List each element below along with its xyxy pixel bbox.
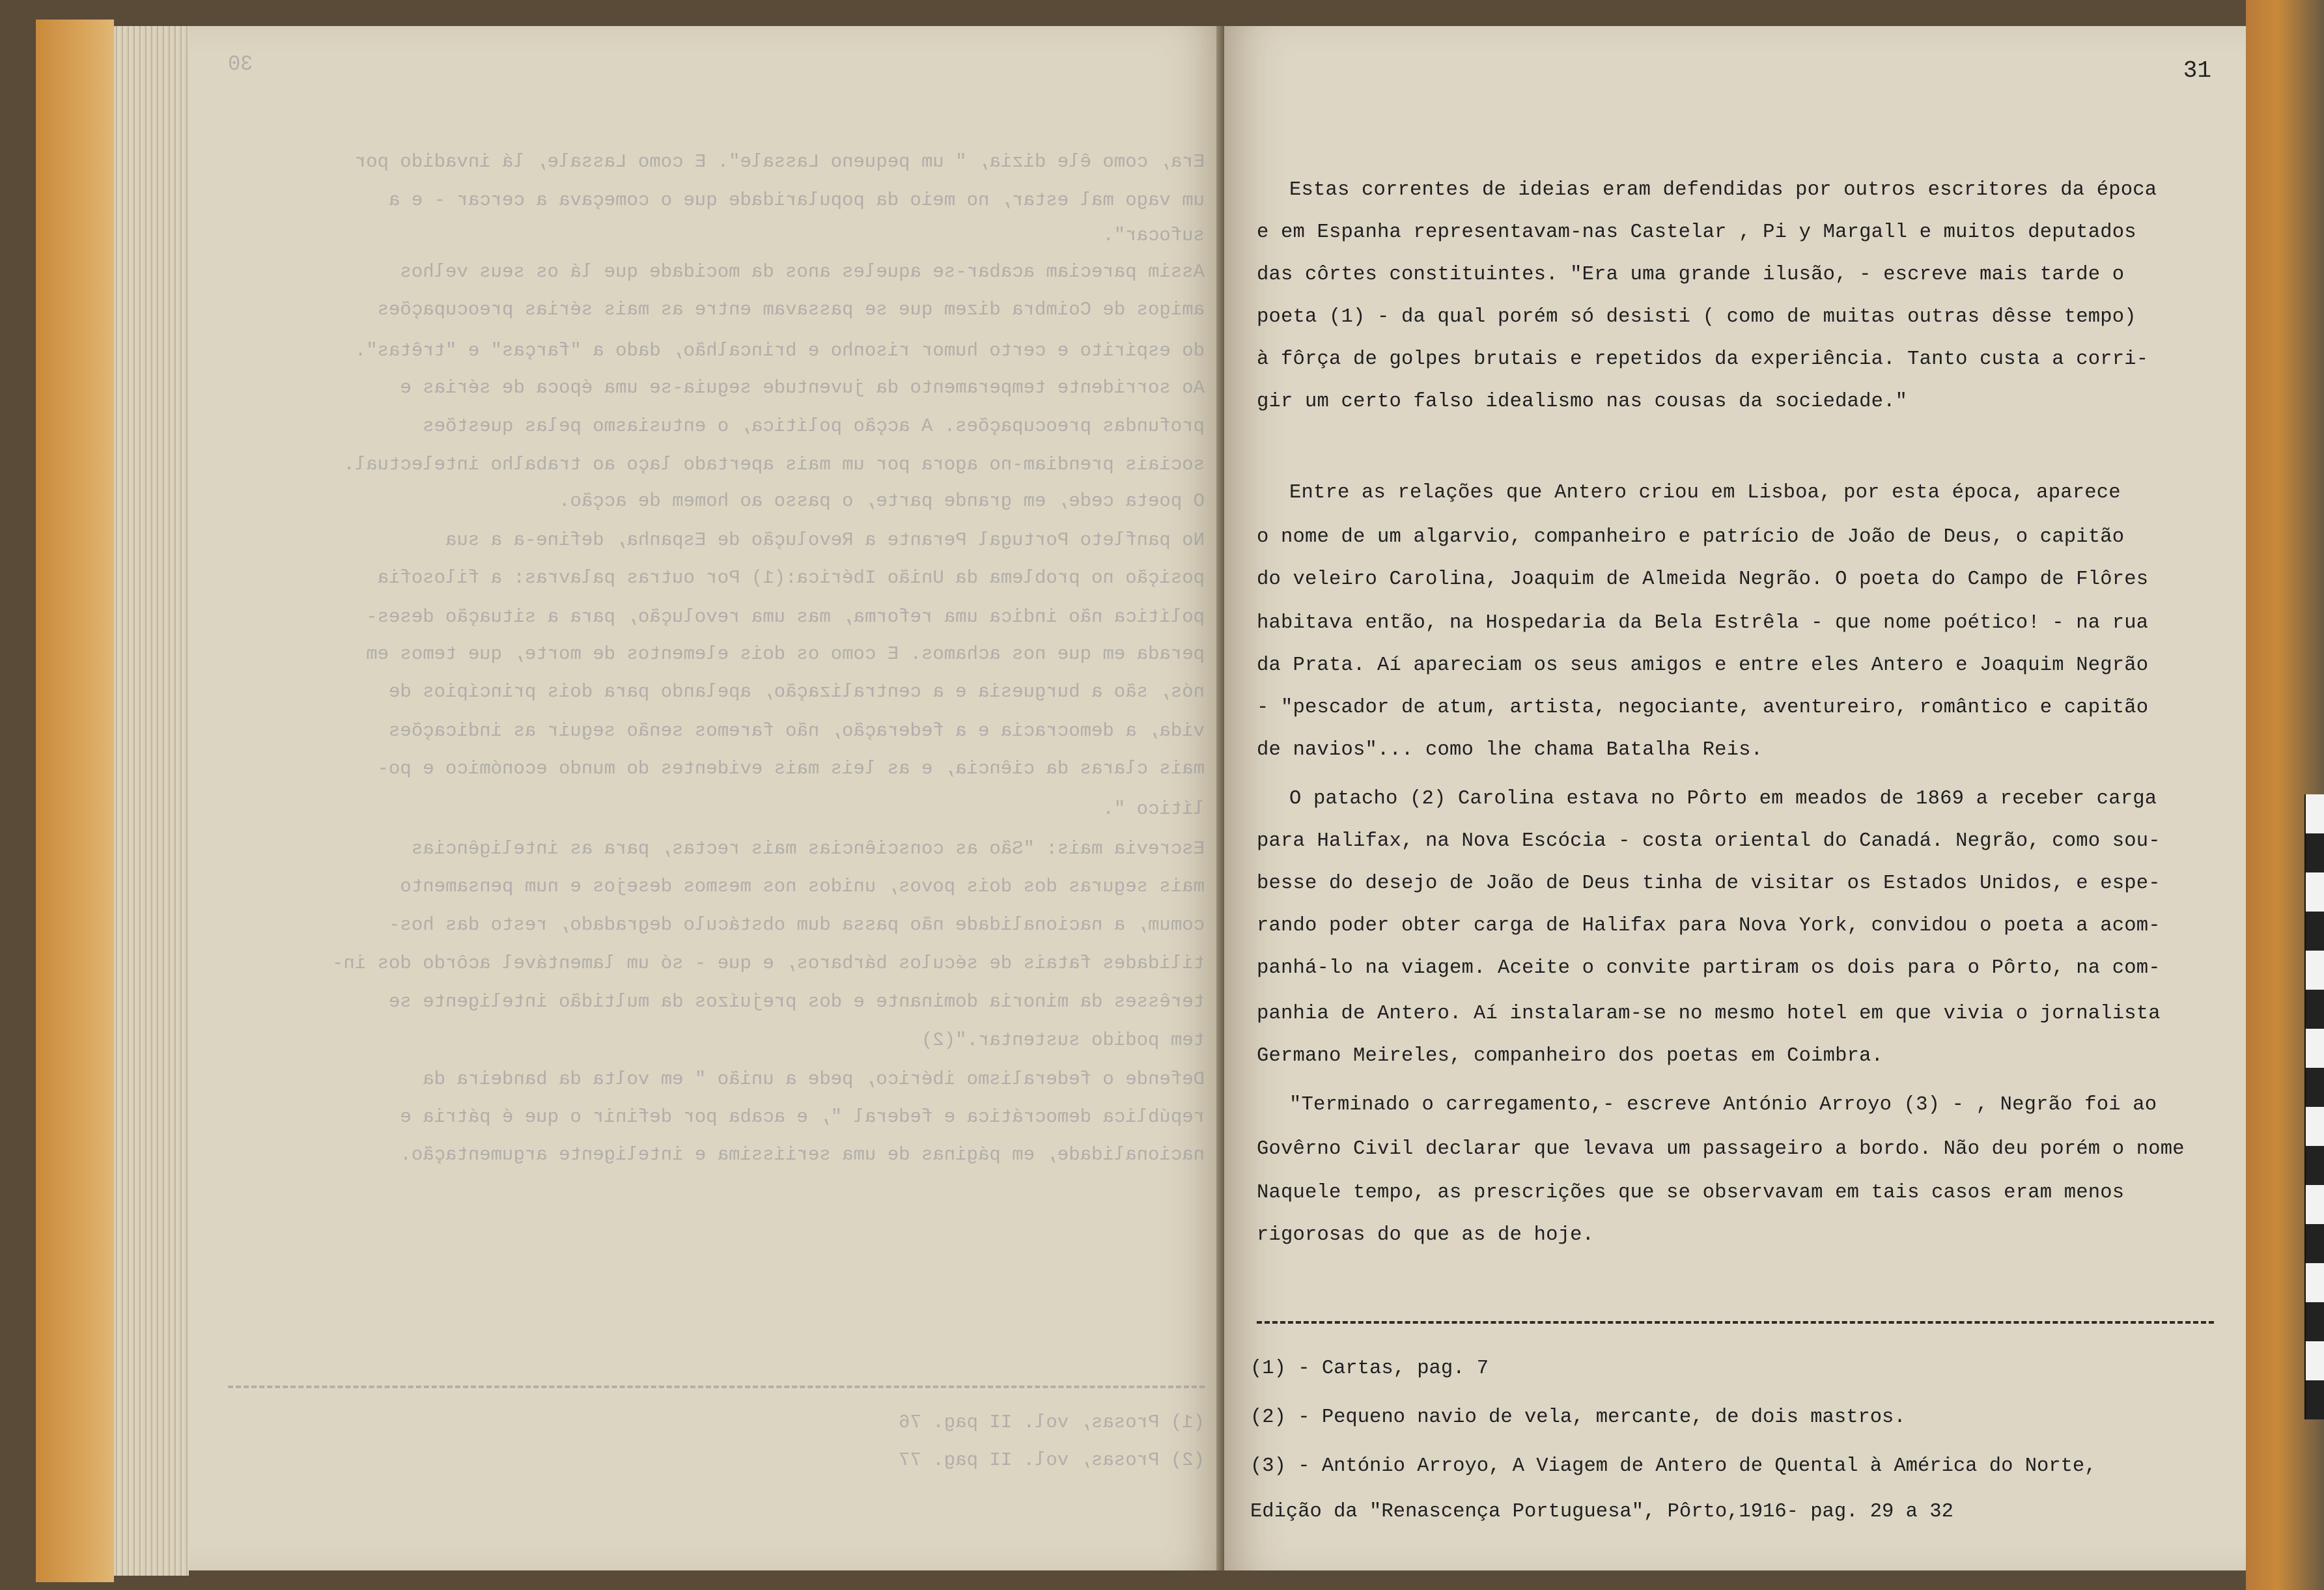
scale-ruler — [2304, 794, 2324, 1419]
bleed-line: sufocar". — [1102, 225, 1205, 246]
bleed-line: tilidades fatais de séculos bárbaros, e que - só um lamentável acôrdo dos in- — [331, 953, 1205, 974]
text-line: habitava então, na Hospedaria da Bela Estrêla - que nome poético! - na rua — [1257, 612, 2149, 634]
bleed-line: república democrática e federal ", e acaba por definir o que é pátria e — [400, 1106, 1205, 1128]
bleed-line: nacionalidade, em páginas de uma seriíssima e inteligente argumentação. — [400, 1144, 1205, 1165]
text-line: e em Espanha representavam-nas Castelar , Pi y Margall e muitos deputados — [1257, 221, 2136, 244]
bleed-footnote: (2) Prosas, vol. II pag. 77 — [899, 1449, 1205, 1471]
text-line: do veleiro Carolina, Joaquim de Almeida Negrão. O poeta do Campo de Flôres — [1257, 568, 2149, 591]
footnote-line: (2) - Pequeno navio de vela, mercante, de dois mastros. — [1250, 1406, 1906, 1429]
book-cover-left — [36, 20, 114, 1582]
footnote-separator — [1257, 1321, 2214, 1324]
text-line: gir um certo falso idealismo nas cousas da sociedade." — [1257, 391, 1908, 413]
text-line: poeta (1) - da qual porém só desisti ( como de muitas outras dêsse tempo) — [1257, 306, 2136, 328]
page-edges — [114, 26, 189, 1576]
footnote-line: (3) - António Arroyo, A Viagem de Antero de Quental à América do Norte, — [1250, 1455, 2097, 1477]
bleed-line: mais claras da ciência, e as leis mais evidentes do mundo económico e po- — [377, 758, 1205, 779]
text-line: panhá-lo na viagem. Aceite o convite partiram os dois para o Pôrto, na com- — [1257, 957, 2161, 979]
text-line: O patacho (2) Carolina estava no Pôrto em meados de 1869 a receber carga — [1289, 788, 2157, 810]
bleed-line: nós, são a burguesia e a centralização, apelando para dois princípios de — [388, 681, 1205, 703]
right-page-number: 31 — [2183, 57, 2211, 84]
bleed-line: Era, como êle dizia, " um pequeno Lassale". E como Lassale, lá invadido por — [354, 151, 1205, 173]
text-line: Entre as relações que Antero criou em Lisboa, por esta época, aparece — [1289, 482, 2121, 504]
text-line: o nome de um algarvio, companheiro e patrício de João de Deus, o capitão — [1257, 526, 2125, 548]
bleed-line: mais seguras dos dois povos, unidos nos mesmos desejos e num pensamento — [400, 876, 1205, 897]
bleed-line: Assim pareciam acabar-se aqueles anos da mocidade que lá os seus velhos — [400, 261, 1205, 283]
bleed-line: O poeta cede, em grande parte, o passo ao homem de acção. — [559, 490, 1205, 512]
text-line: das côrtes constituintes. "Era uma grande ilusão, - escreve mais tarde o — [1257, 264, 2125, 286]
footnote-line: Edição da "Renascença Portuguesa", Pôrto,1916- pag. 29 a 32 — [1250, 1501, 1953, 1523]
text-line: rigorosas do que as de hoje. — [1257, 1224, 1595, 1246]
bleed-through-text — [189, 26, 1224, 1570]
bleed-line: Ao sorridente temperamento da juventude seguia-se uma época de sérias e — [400, 377, 1205, 398]
text-line: besse do desejo de João de Deus tinha de visitar os Estados Unidos, e espe- — [1257, 872, 2161, 895]
bleed-line: posição no problema da União Ibérica:(1) Por outras palavras: a filosofia — [377, 567, 1205, 589]
bleed-line: lítico ". — [1102, 798, 1205, 820]
text-line: para Halifax, na Nova Escócia - costa oriental do Canadá. Negrão, como sou- — [1257, 830, 2161, 852]
footnote-line: (1) - Cartas, pag. 7 — [1250, 1358, 1489, 1380]
bleed-line: um vago mal estar, no meio da popularidade que o começava a cercar - e a — [388, 189, 1205, 211]
text-line: Naquele tempo, as prescrições que se observavam em tais casos eram menos — [1257, 1182, 2125, 1204]
bleed-line: política não indica uma reforma, mas uma revolução, para a situação deses- — [366, 606, 1205, 628]
left-page — [189, 26, 1224, 1570]
text-line: da Prata. Aí apareciam os seus amigos e entre eles Antero e Joaquim Negrão — [1257, 654, 2149, 676]
bleed-line: do espírito e certo humor risonho e brincalhão, dado a "farças" e "trêtas". — [354, 340, 1205, 361]
bleed-line: Escrevia mais: "São as consciências mais rectas, para as inteligências — [411, 838, 1205, 859]
bleed-line: perada em que nos achamos. E como os dois elementos de morte, que temos em — [366, 643, 1205, 665]
right-page — [1224, 26, 2260, 1570]
text-line: rando poder obter carga de Halifax para Nova York, convidou o poeta a acom- — [1257, 915, 2161, 937]
text-line: Germano Meireles, companheiro dos poetas em Coimbra. — [1257, 1045, 1884, 1067]
bleed-line: vida, a democracia e a federação, não faremos senão seguir as indicações — [388, 720, 1205, 742]
left-page-number: 30 — [228, 52, 253, 76]
left-footnote-rule — [228, 1386, 1205, 1388]
text-line: "Terminado o carregamento,- escreve António Arroyo (3) - , Negrão foi ao — [1289, 1094, 2157, 1116]
text-line: - "pescador de atum, artista, negociante, aventureiro, romântico e capitão — [1257, 697, 2149, 719]
text-line: de navios"... como lhe chama Batalha Reis. — [1257, 739, 1763, 761]
bleed-line: comum, a nacionalidade não passa dum obstáculo degradado, resto das hos- — [388, 914, 1205, 936]
text-line: Estas correntes de ideias eram defendidas por outros escritores da época — [1289, 179, 2157, 201]
bleed-line: terêsses da minoria dominante e dos prejuízos da multidão inteligente se — [388, 991, 1205, 1012]
text-line: à fôrça de golpes brutais e repetidos da experiência. Tanto custa a corri- — [1257, 348, 2149, 370]
bleed-line: amigos de Coimbra dizem que se passavam entre as mais sérias preocupações — [377, 299, 1205, 320]
bleed-line: Defende o federalismo ibérico, pede a união " em volta da bandeira da — [423, 1068, 1205, 1090]
bleed-line: sociais prendiam-no agora por um mais apertado laço ao trabalho intelectual. — [343, 454, 1205, 475]
text-line: Govêrno Civil declarar que levava um passageiro a bordo. Não deu porém o nome — [1257, 1138, 2185, 1160]
bleed-footnote: (1) Prosas, vol. II pag. 76 — [899, 1412, 1205, 1433]
bleed-line: tem podido sustentar."(2) — [921, 1029, 1205, 1051]
bleed-line: No panfleto Portugal Perante a Revolução de Espanha, define-a a sua — [445, 529, 1205, 551]
text-line: panhia de Antero. Aí instalaram-se no mesmo hotel em que vivia o jornalista — [1257, 1003, 2161, 1025]
bleed-line: profundas preocupações. A acção política, o entusiasmo pelas questões — [423, 415, 1205, 437]
